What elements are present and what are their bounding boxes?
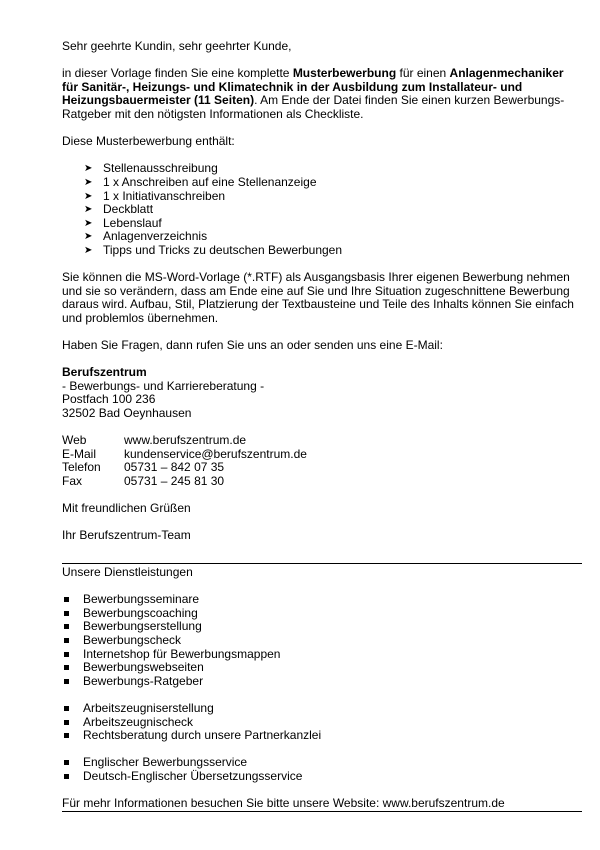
list-item: Rechtsberatung durch unsere Partnerkanzlei <box>62 729 582 743</box>
square-bullet-icon <box>64 706 69 711</box>
list-item: ➤ 1 x Initiativanschreiben <box>84 188 226 203</box>
services-list-application <box>62 593 582 688</box>
arrow-bullet-icon: ➤ <box>84 163 93 175</box>
square-bullet-icon <box>64 720 69 725</box>
questions-text: Haben Sie Fragen, dann rufen Sie uns an oder senden uns eine E-Mail: <box>62 338 443 353</box>
intro-bold-1: Musterbewerbung <box>292 66 397 81</box>
services-heading: Unsere Dienstleistungen <box>62 564 193 579</box>
list-item: ➤ Deckblatt <box>84 202 154 217</box>
list-item: ➤ Anlagenverzeichnis <box>84 229 208 244</box>
square-bullet-icon <box>64 733 69 738</box>
arrow-bullet-icon: ➤ <box>84 190 93 202</box>
signature: Ihr Berufszentrum-Team <box>62 528 191 543</box>
intro-bold-2: Anlagenmechaniker für Sanitär-, Heizungs- und Klimatechnik in der Ausbildung zum Installateur- und Heizungsbauermeister (11 Seiten) <box>62 66 564 108</box>
salutation: Sehr geehrte Kundin, sehr geehrter Kunde, <box>62 39 292 53</box>
list-item: Bewerbungsseminare <box>62 593 582 607</box>
contact-block <box>62 434 582 488</box>
list-item: ➤ Tipps und Tricks zu deutschen Bewerbungen <box>84 242 343 257</box>
list-item: Bewerbungscoaching <box>62 607 582 621</box>
intro-text-3: . Am Ende der Datei finden Sie einen kurzen Bewerbungs-Ratgeber mit den nötigsten Informationen als Checkliste. <box>62 93 565 121</box>
square-bullet-icon <box>64 638 69 643</box>
square-bullet-icon <box>64 597 69 602</box>
arrow-bullet-icon: ➤ <box>84 231 93 243</box>
arrow-bullet-icon: ➤ <box>84 176 93 188</box>
contents-heading: Diese Musterbewerbung enthält: <box>62 134 235 149</box>
list-item: Bewerbungserstellung <box>62 620 582 634</box>
arrow-bullet-icon: ➤ <box>84 244 93 256</box>
square-bullet-icon <box>64 624 69 629</box>
company-address <box>62 366 582 420</box>
footer-info: Für mehr Informationen besuchen Sie bitte unsere Website: www.berufszentrum.de <box>62 796 505 811</box>
arrow-bullet-icon: ➤ <box>84 204 93 216</box>
square-bullet-icon <box>64 611 69 616</box>
company-po-box: Postfach 100 236 <box>62 392 156 407</box>
list-item: Bewerbungs-Ratgeber <box>62 675 582 689</box>
intro-text-2: für einen <box>396 66 450 81</box>
contact-row-web: Web www.berufszentrum.de <box>62 433 247 448</box>
list-item: Bewerbungswebseiten <box>62 661 582 675</box>
arrow-bullet-icon: ➤ <box>84 217 93 229</box>
document-page <box>62 40 582 812</box>
closing: Mit freundlichen Grüßen <box>62 501 191 516</box>
square-bullet-icon <box>64 652 69 657</box>
contents-list <box>62 162 582 257</box>
company-subtitle: - Bewerbungs- und Karriereberatung - <box>62 378 265 393</box>
square-bullet-icon <box>64 665 69 670</box>
list-item: Arbeitszeugnischeck <box>62 716 582 730</box>
list-item: Englischer Bewerbungsservice <box>62 756 582 770</box>
contact-row-fax: Fax 05731 – 245 81 30 <box>62 474 225 488</box>
contact-row-phone: Telefon 05731 – 842 07 35 <box>62 460 225 475</box>
footer-divider <box>62 811 582 812</box>
services-list-references <box>62 702 582 743</box>
square-bullet-icon <box>64 760 69 765</box>
intro-text-1: in dieser Vorlage finden Sie eine komplette <box>62 66 293 81</box>
email-link[interactable]: kundenservice@berufszentrum.de <box>124 446 307 461</box>
list-item: ➤ Lebenslauf <box>84 215 162 230</box>
square-bullet-icon <box>64 774 69 779</box>
list-item: Bewerbungscheck <box>62 634 582 648</box>
intro-paragraph <box>62 67 582 121</box>
square-bullet-icon <box>64 679 69 684</box>
list-item: Deutsch-Englischer Übersetzungsservice <box>62 770 582 784</box>
list-item: ➤ Stellenausschreibung <box>84 161 218 176</box>
web-link[interactable]: www.berufszentrum.de <box>124 433 247 448</box>
usage-paragraph: Sie können die MS-Word-Vorlage (*.RTF) als Ausgangsbasis Ihrer eigenen Bewerbung nehmen und sie so verändern, dass am Ende eine auf Sie und Ihre Situation zugeschnittene Bewerbung daraus wird. Aufbau, Stil, Platzierung der Textbausteine und Teile des Inhalts können Sie einfach und problemlos übernehmen. <box>62 270 574 325</box>
company-name: Berufszentrum <box>62 365 147 380</box>
list-item: Arbeitszeugniserstellung <box>62 702 582 716</box>
contact-row-email: E-Mail kundenservice@berufszentrum.de <box>62 446 307 461</box>
list-item: Internetshop für Bewerbungsmappen <box>62 648 582 662</box>
list-item: ➤ 1 x Anschreiben auf eine Stellenanzeige <box>84 174 317 189</box>
company-city: 32502 Bad Oeynhausen <box>62 406 192 421</box>
services-list-english <box>62 756 582 783</box>
